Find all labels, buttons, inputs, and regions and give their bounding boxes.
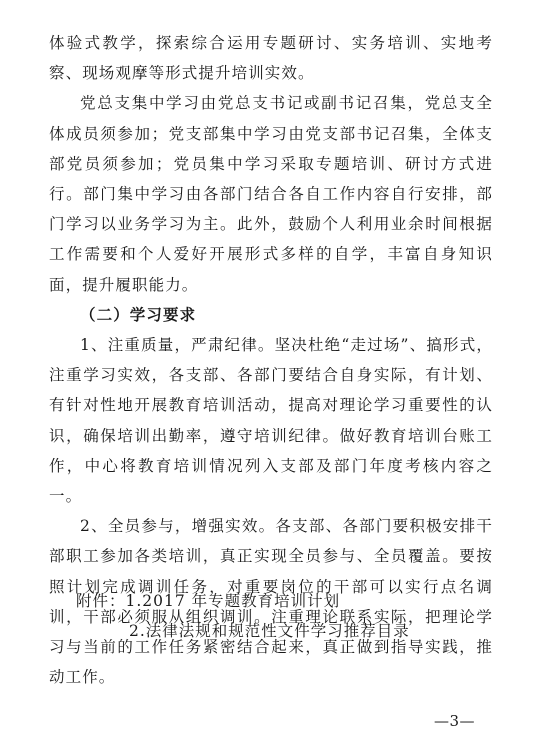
- page-number: —3—: [434, 712, 476, 730]
- section-heading-study-requirements: （二）学习要求: [80, 304, 197, 324]
- paragraph-requirement-2: 2、全员参与，增强实效。各支部、各部门要积极安排干部职工参加各类培训，真正实现全员参与、全员覆盖。要按照计划完成调训任务，对重要岗位的干部可以实行点名调训，干部必须服从组织调训。注重理论联系实际，把理论学习与当前的工作任务紧密结合起来，真正做到指导实践，推动工作。: [49, 517, 493, 687]
- paragraph-requirement-1: 1、注重质量，严肃纪律。坚决杜绝“走过场”、搞形式，注重学习实效，各支部、各部门要结合自身实际，有计划、有针对性地开展教育培训活动，提高对理论学习重要性的认识，确保培训出勤率，遵守培训纪律。做好教育培训台账工作，中心将教育培训情况列入支部及部门年度考核内容之一。: [49, 336, 493, 506]
- attachments-list: [76, 586, 496, 646]
- paragraph-collective-study: 党总支集中学习由党总支书记或副书记召集，党总支全体成员须参加；党支部集中学习由党支部书记召集，全体支部党员须参加；党员集中学习采取专题培训、研讨方式进行。部门集中学习由各部门结合各自工作内容自行安排，部门学习以业务学习为主。此外，鼓励个人利用业余时间根据工作需要和个人爱好开展形式多样的自学，丰富自身知识面，提升履职能力。: [49, 94, 493, 294]
- paragraph-continuation: 体验式教学，探索综合运用专题研讨、实务培训、实地考察、现场观摩等形式提升培训实效。: [49, 34, 493, 83]
- attachment-item-1: 附件：1.2017 年专题教育培训计划: [76, 592, 341, 610]
- attachment-item-2: 2.法律法规和规范性文件学习推荐目录: [129, 622, 410, 640]
